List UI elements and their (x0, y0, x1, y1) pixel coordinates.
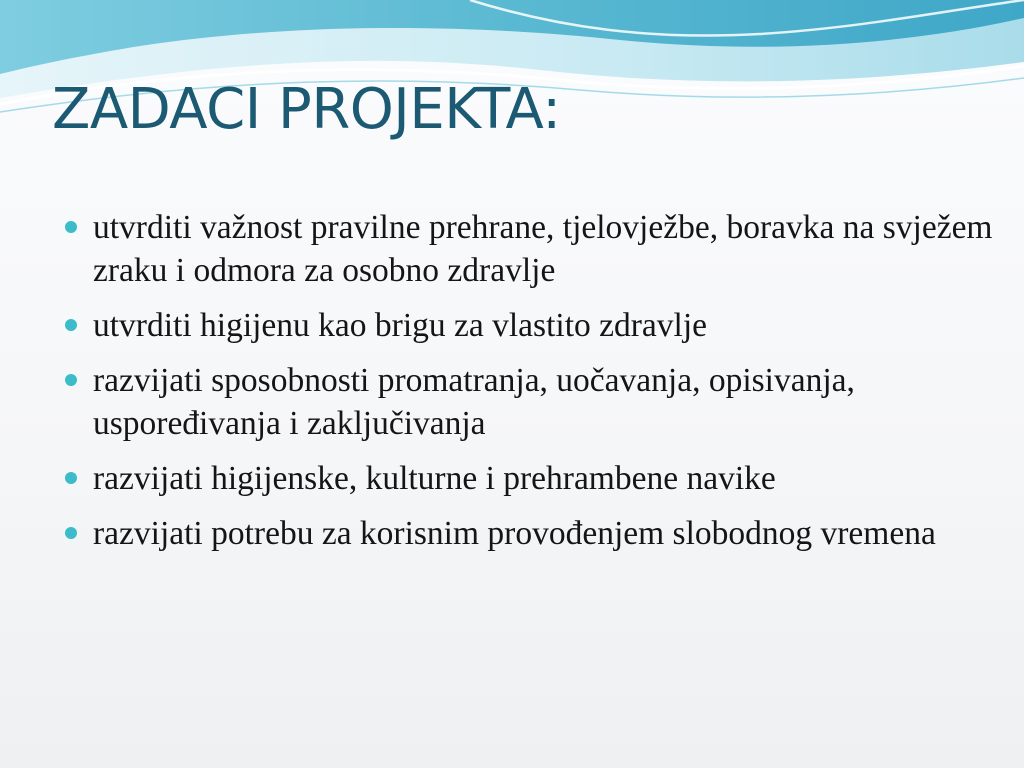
bullet-item (64, 457, 1004, 500)
bullet-text: razvijati sposobnosti promatranja, uočavanja, opisivanja, uspoređivanja i zaključivanja (93, 362, 855, 442)
bullet-item (64, 206, 1004, 292)
bullet-dot-icon (65, 374, 77, 386)
slide-title: ZADACI PROJEKTA: (52, 77, 561, 142)
bullet-list (64, 206, 1004, 567)
bullet-dot-icon (65, 472, 77, 484)
bullet-item (64, 512, 1004, 555)
bullet-text: utvrditi važnost pravilne prehrane, tjelovježbe, boravka na svježem zraku i odmora za osobno zdravlje (93, 209, 993, 289)
bullet-text: utvrditi higijenu kao brigu za vlastito zdravlje (93, 307, 708, 344)
bullet-dot-icon (65, 319, 77, 331)
bullet-dot-icon (65, 527, 77, 539)
bullet-dot-icon (65, 221, 77, 233)
bullet-item (64, 359, 1004, 445)
bullet-text: razvijati higijenske, kulturne i prehrambene navike (93, 460, 776, 497)
bullet-text: razvijati potrebu za korisnim provođenjem slobodnog vremena (93, 515, 936, 552)
bullet-item (64, 304, 1004, 347)
